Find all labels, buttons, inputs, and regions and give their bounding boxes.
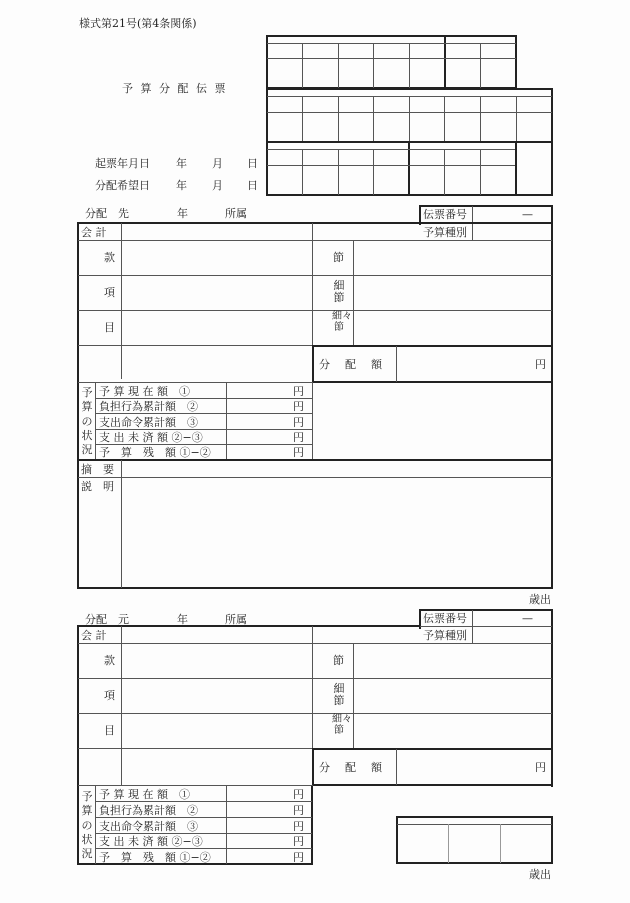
kan-label: 款 <box>104 251 115 264</box>
saisetsu-label: 細節 <box>333 279 345 304</box>
kou-label: 項 <box>104 286 115 299</box>
moku-label: 目 <box>104 321 115 334</box>
moku-field[interactable] <box>122 311 312 345</box>
request-month-label: 月 <box>212 179 223 192</box>
summary-label: 摘 要 <box>81 463 114 476</box>
slip-number-value[interactable]: — <box>522 612 533 625</box>
request-date-label: 分配希望日 <box>95 179 150 192</box>
section-heading: 分配 元 <box>85 613 129 626</box>
setsu-field[interactable] <box>354 644 552 678</box>
status-row-unit: 円 <box>293 835 304 848</box>
request-day-label: 日 <box>247 179 258 192</box>
budget-type-field[interactable] <box>473 627 551 643</box>
yen-unit: 円 <box>535 761 546 774</box>
status-row-unit: 円 <box>293 431 304 444</box>
kou-field[interactable] <box>122 679 312 713</box>
dept-label: 所属 <box>225 207 247 220</box>
moku-field[interactable] <box>122 714 312 748</box>
status-row-label: 予 算 現 在 額 ① <box>99 788 190 801</box>
status-row-unit: 円 <box>293 788 304 801</box>
kou-field[interactable] <box>122 276 312 310</box>
kan-field[interactable] <box>122 644 312 678</box>
slip-number-value[interactable]: — <box>522 208 533 221</box>
year-label: 年 <box>177 207 188 220</box>
slip-number-label: 伝票番号 <box>423 612 467 625</box>
status-row-unit: 円 <box>293 400 304 413</box>
issue-date-label: 起票年月日 <box>95 157 150 170</box>
description-field[interactable] <box>122 478 552 587</box>
slip-number-label: 伝票番号 <box>423 208 467 221</box>
status-row-label: 予 算 残 額 ①−② <box>99 851 211 864</box>
expenditure-label: 歳出 <box>529 868 551 881</box>
budget-type-label: 予算種別 <box>423 629 467 642</box>
saisetsu-field[interactable] <box>354 276 552 310</box>
page-title: 予 算 分 配 伝 票 <box>122 82 228 95</box>
moku-label: 目 <box>104 724 115 737</box>
amount-label: 分 配 額 <box>319 761 384 774</box>
saisaisetsu-label: 細々節 <box>332 311 352 333</box>
status-row-label: 予 算 残 額 ①−② <box>99 446 211 459</box>
kou-label: 項 <box>104 689 115 702</box>
issue-month-label: 月 <box>212 157 223 170</box>
status-row-unit: 円 <box>293 804 304 817</box>
summary-field[interactable] <box>122 461 552 477</box>
description-label: 説 明 <box>81 480 114 493</box>
status-row-label: 負担行為累計額 ② <box>99 804 198 817</box>
budget-status-label: 予算の状況 <box>81 790 93 861</box>
saisetsu-field[interactable] <box>354 679 552 713</box>
status-row-unit: 円 <box>293 385 304 398</box>
request-year-label: 年 <box>176 179 187 192</box>
status-row-label: 支出命令累計額 ③ <box>99 820 198 833</box>
saisaisetsu-field[interactable] <box>354 311 552 345</box>
status-row-label: 予 算 現 在 額 ① <box>99 385 190 398</box>
yen-unit: 円 <box>535 358 546 371</box>
status-row-label: 支出命令累計額 ③ <box>99 416 198 429</box>
section-heading: 分配 先 <box>85 207 129 220</box>
saisaisetsu-label: 細々節 <box>332 714 352 736</box>
amount-field[interactable] <box>397 749 551 785</box>
account-label: 会 計 <box>81 629 107 642</box>
saisetsu-label: 細節 <box>333 682 345 707</box>
status-row-label: 負担行為累計額 ② <box>99 400 198 413</box>
status-row-unit: 円 <box>293 820 304 833</box>
budget-type-label: 予算種別 <box>423 226 467 239</box>
issue-day-label: 日 <box>247 157 258 170</box>
expenditure-label: 歳出 <box>529 593 551 606</box>
amount-field[interactable] <box>397 346 551 382</box>
amount-label: 分 配 額 <box>319 358 384 371</box>
year-label: 年 <box>177 613 188 626</box>
kan-field[interactable] <box>122 241 312 275</box>
issue-year-label: 年 <box>176 157 187 170</box>
dept-label: 所属 <box>225 613 247 626</box>
status-row-unit: 円 <box>293 851 304 864</box>
setsu-label: 節 <box>333 654 344 667</box>
status-row-label: 支 出 未 済 額 ②−③ <box>99 835 203 848</box>
account-field[interactable] <box>122 626 312 642</box>
status-row-unit: 円 <box>293 446 304 459</box>
setsu-field[interactable] <box>354 241 552 275</box>
status-row-unit: 円 <box>293 416 304 429</box>
budget-status-label: 予算の状況 <box>81 386 93 457</box>
account-label: 会 計 <box>81 226 107 239</box>
status-row-label: 支 出 未 済 額 ②−③ <box>99 431 203 444</box>
setsu-label: 節 <box>333 251 344 264</box>
kan-label: 款 <box>104 654 115 667</box>
account-field[interactable] <box>122 223 312 239</box>
form-number: 様式第21号(第4条関係) <box>79 17 197 30</box>
saisaisetsu-field[interactable] <box>354 714 552 748</box>
